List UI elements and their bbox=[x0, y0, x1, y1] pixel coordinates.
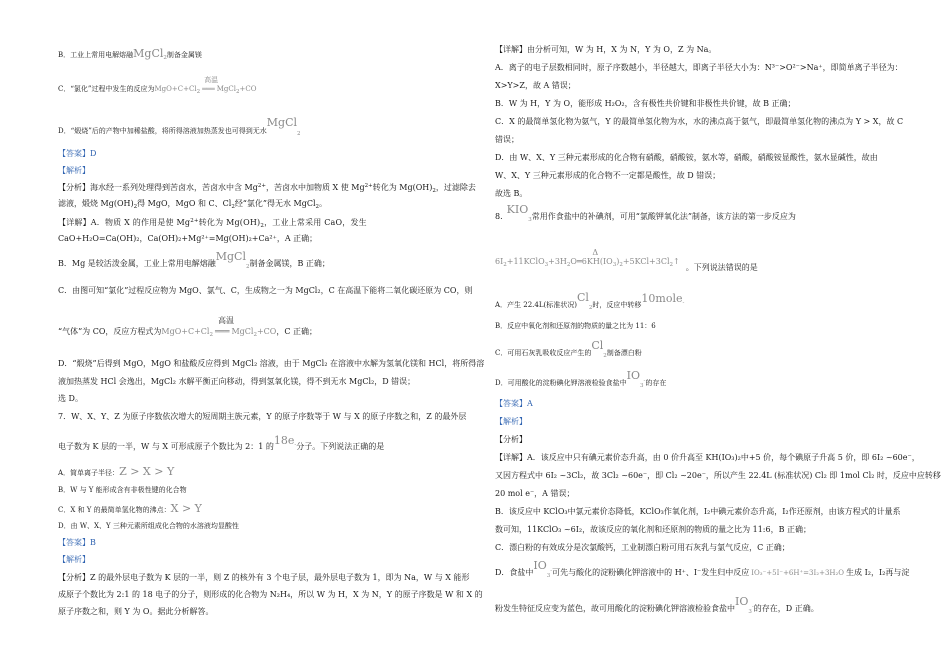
reaction-arrow: Δ O═6KH(IO bbox=[570, 248, 613, 266]
detail-line: B．该反应中 KClO₃中氯元素价态降低，KClO₃作氧化剂，I₂中碘元素价态升高，I₂作还原剂，由该方程式的计量系 bbox=[495, 507, 901, 516]
detail-line: 【详解】由分析可知，W 为 H，X 为 N，Y 为 O，Z 为 Na。 bbox=[495, 45, 717, 54]
answer-7: 【答案】B bbox=[58, 538, 96, 547]
question-7: 7．W、X、Y、Z 为原子序数依次增大的短周期主族元素，Y 的原子序数等于 W 与 X 的原子序数之和，Z 的最外层 bbox=[58, 412, 467, 421]
reaction-equation: $6I_2+11KClO_3+3H_2$ Δ $O═6KH(IO_3)_2+5KCl+3Cl_2↑$。下列说法错误的是 bbox=[495, 248, 758, 272]
detail-c-equation: “气体”为 CO，反应方程式为$MgO+C+Cl_2$ 高温 ═══ MgCl$_2$+CO，C 正确； bbox=[58, 316, 317, 338]
analysis-label-7: 【解析】 bbox=[58, 555, 90, 564]
option-b: B．反应中氧化剂和还原剂的物质的量之比为 11：6 bbox=[495, 322, 656, 330]
detail-line: C．X 的最简单氢化物为氨气，Y 的最简单氢化物为水，水的沸点高于氨气，即最简单氢化物的沸点为 Y > X，故 C bbox=[495, 117, 904, 126]
analysis-line: 成原子个数比为 2:1 的 18 电子的分子，则形成的化合物为 N₂H₄，所以 W 为 H，X 为 N，Y 的原子序数是 W 和 X 的 bbox=[58, 590, 483, 599]
analysis-line: 【分析】海水经一系列处理得到苦卤水，苦卤水中含 $Mg^{2+}$，苦卤水中加物质 X 使 $Mg^{2+}$转化为 $Mg(OH)_2$，过滤除去 bbox=[58, 183, 476, 194]
analysis-line: 滤液，煅烧 $Mg(OH)_2$得 MgO，MgO 和 C、$Cl_2$经“氯化”得无水 MgCl$_2$。 bbox=[58, 199, 328, 210]
option-c: C．可用石灰乳吸收反应产生的$Cl_2$制备漂白粉 bbox=[495, 339, 642, 359]
option-d: D．可用酸化的淀粉碘化钾溶液检验食盐中$IO_3^-$的存在 bbox=[495, 369, 667, 389]
detail-b: B．Mg 是较活泼金属，工业上常用电解熔融MgCl$_2$制备金属镁，B 正确； bbox=[58, 250, 330, 270]
option-a: A．产生 22.4L(标准状况)$Cl_2$时，反应中转移10mole- bbox=[495, 291, 685, 311]
analysis-line: 【分析】Z 的最外层电子数为 K 层的一半，则 Z 的核外有 3 个电子层，最外层电子数为 1，即为 Na，W 与 X 能形 bbox=[58, 573, 470, 582]
answer-8: 【答案】A bbox=[495, 399, 533, 408]
detail-select: 选 D。 bbox=[58, 394, 83, 403]
detail-line: A．离子的电子层数相同时，原子序数越小，半径越大，即离子半径大小为：N³⁻>O²⁻>Na⁺，即简单离子半径为： bbox=[495, 63, 903, 72]
reaction-arrow: 高温 ═══ bbox=[214, 316, 234, 336]
question-7: 电子数为 K 层的一半，W 与 X 可形成原子个数比为 2：1 的18e-分子。下列说法正确的是 bbox=[58, 434, 385, 451]
detail-line: B．W 为 H，Y 为 O，能形成 H₂O₂，含有极性共价键和非极性共价键，故 B 正确； bbox=[495, 99, 796, 108]
detail-line: 【详解】A．物质 X 的作用是使 $Mg^{2+}$转化为 $Mg(OH)_2$，工业上常采用 CaO，发生 bbox=[58, 218, 367, 229]
detail-line: 数可知，11KClO₃ ~6I₂，故该反应的氧化剂和还原剂的物质的量之比为 11:6，B 正确； bbox=[495, 525, 812, 534]
option-d: D．由 W、X、Y 三种元素所组成化合物的水溶液均显酸性 bbox=[58, 522, 239, 530]
detail-line: C．漂白粉的有效成分是次氯酸钙，工业制漂白粉可用石灰乳与氯气反应，C 正确； bbox=[495, 543, 790, 552]
option-a: A．简单离子半径：Z > X > Y bbox=[58, 465, 175, 478]
reaction-arrow: 高温 ═══ bbox=[202, 76, 219, 93]
detail-line: X>Y>Z，故 A 错误； bbox=[495, 81, 576, 90]
detail-select: 故选 B。 bbox=[495, 189, 528, 198]
detail-line: D．由 W、X、Y 三种元素形成的化合物有硝酸，硝酸铵，氨水等，硝酸，硝酸铵显酸性，氨水显碱性，故由 bbox=[495, 153, 878, 162]
detail-line: 又因方程式中 6I₂ ~3Cl₂，故 3Cl₂ ~60e⁻，即 Cl₂ ~20e⁻，所以产生 22.4L (标准状况) Cl₂ 即 1mol Cl₂ 时，反应中应转移 bbox=[495, 471, 941, 480]
answer-6: 【答案】D bbox=[58, 149, 97, 158]
option-b: B．W 与 Y 能形成含有非极性键的化合物 bbox=[58, 486, 187, 494]
detail-line: 错误； bbox=[495, 135, 519, 144]
detail-d: D．食盐中$IO_3^-$可先与酸化的淀粉碘化钾溶液中的 H⁺、I⁻发生归中反应 IO₃⁻+5I⁻+6H⁺=3I₂+3H₂O 生成 I₂，I₂再与淀 bbox=[495, 559, 910, 579]
detail-d: D．“煅烧”后得到 MgO，MgO 和盐酸反应得到 MgCl₂ 溶液，由于 MgCl₂ 在溶液中水解为氢氧化镁和 HCl，将所得溶 bbox=[58, 359, 485, 368]
analysis-heading: 【分析】 bbox=[495, 435, 527, 444]
analysis-label-8: 【解析】 bbox=[495, 417, 527, 426]
detail-line: W、X、Y 三种元素形成的化合物不一定都是酸性，故 D 错误； bbox=[495, 171, 721, 180]
analysis-line: 原子序数之和，则 Y 为 O。据此分析解答。 bbox=[58, 607, 214, 616]
option-d: D．“煅烧”后的产物中加稀盐酸，将所得溶液加热蒸发也可得到无水MgCl$_2$ bbox=[58, 116, 301, 137]
detail-d: 粉发生特征反应变为蓝色，故可用酸化的淀粉碘化钾溶液检验食盐中$IO_3^-$的存在，D 正确。 bbox=[495, 595, 819, 615]
option-c: C．X 和 Y 的最简单氢化物的沸点：X > Y bbox=[58, 502, 202, 515]
detail-line: 20 mol e⁻，A 错误； bbox=[495, 489, 575, 498]
detail-c: C．由图可知“氯化”过程反应物为 MgO、氯气、C，生成物之一为 MgCl₂，C 在高温下能将二氧化碳还原为 CO，则 bbox=[58, 286, 473, 295]
option-b: B．工业上常用电解熔融MgCl$_2$制备金属镁 bbox=[58, 47, 202, 61]
question-8: $8.KIO_3$常用作食盐中的补碘剂，可用“氯酸钾氧化法”制备，该方法的第一步反应为 bbox=[495, 203, 796, 223]
detail-d: 液加热蒸发 HCl 会逸出，MgCl₂ 水解平衡正向移动，得到氢氧化镁，得不到无水 MgCl₂，D 错误； bbox=[58, 377, 416, 386]
option-c: C．“氯化”过程中发生的反应为$MgO+C+Cl_2$ 高温 ═══ MgCl$_2$+CO bbox=[58, 76, 257, 95]
analysis-label-6: 【解析】 bbox=[58, 166, 90, 175]
detail-line: CaO+H₂O=Ca(OH)₂，Ca(OH)₂+Mg²⁺=Mg(OH)₂+Ca²⁺，A 正确； bbox=[58, 234, 318, 243]
detail-line: 【详解】A．该反应中只有碘元素价态升高，由 0 价升高至 KH(IO₃)₂中+5 价，每个碘原子升高 5 价，即 6I₂ ~60e⁻， bbox=[495, 453, 920, 462]
